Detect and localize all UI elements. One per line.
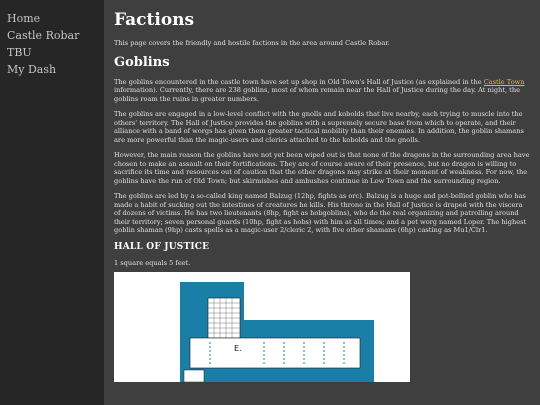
paragraph-3: However, the main reason the goblins have not yet been wiped out is that none of the dragons in the surrounding area have chosen to make an assault on their fortifications. They are of course aware of their presence, but no dragon is willing to sacrifice its time and resources out of caution that the other dragons may strike at their moment of weakness. For now, the goblins have the run of Old Town; but skirmishes and ambushes continue in Low Town and the surrounding region. (114, 151, 530, 185)
paragraph-4: The goblins are led by a so-called king named Balzug (12hp, fights as orc). Balzug is a huge and pot-bellied goblin who has made a habit of sucking out the intestines of creatures he kills. His throne in the Hall of Justice is draped with the viscera of dozens of victims. He has two lieutenants (8hp, fight as hobgoblins), who do the real organizing and patrolling around their territory; seven personal guards (10hp, fight as hobs) with him at all times; and a pet worg named Loper. The highest goblin shaman (9hp) casts spells as a magic-user 2/cleric 2, with five other shamans (6hp) casting as Mu1/Clr1. (114, 192, 527, 234)
intro-paragraph: This page covers the friendly and hostile factions in the area around Castle Robar. (114, 39, 390, 47)
section-title-goblins: Goblins (114, 54, 170, 70)
map-room-label-e: E. (234, 344, 242, 353)
paragraph-2: The goblins are engaged in a low-level conflict with the gnolls and kobolds that live nearby, each trying to muscle into the others' territory. The Hall of Justice provides the goblins with a supremely secure base from which to operate, and their alliance with a band of worgs has given them greater tactical mobility than their enemies. In addition, the goblin shamans are more powerful than the magic-users and clerics attached to the kobolds and the gnolls. (114, 110, 524, 144)
paragraph-1-start: The goblins encountered in the castle town have set up shop in Old Town's Hall of Justice (as explained in the (114, 77, 484, 86)
map-hall-room (190, 338, 360, 368)
paragraph-1-end: information). Currently, there are 238 goblins, most of whom remain near the Hall of Justice during the day. At night, the goblins roam the ruins in greater numbers. (114, 86, 520, 103)
map-stair (184, 370, 204, 382)
sidebar-nav (0, 0, 104, 405)
page-title: Factions (114, 10, 195, 30)
subsection-title-hall-of-justice: HALL OF JUSTICE (114, 241, 210, 252)
nav-item-castle-robar[interactable]: Castle Robar (7, 29, 80, 42)
map-drawing (114, 272, 410, 382)
nav-item-tbu[interactable]: TBU (7, 46, 32, 59)
castle-town-link[interactable]: Castle Town (483, 77, 525, 86)
map-caption: 1 square equals 5 feet. (114, 258, 191, 267)
hall-of-justice-map (114, 272, 410, 382)
nav-item-my-dash[interactable]: My Dash (7, 63, 57, 76)
nav-item-home[interactable]: Home (7, 12, 41, 25)
paragraph-1 (114, 78, 530, 104)
main-content[interactable] (104, 0, 540, 405)
